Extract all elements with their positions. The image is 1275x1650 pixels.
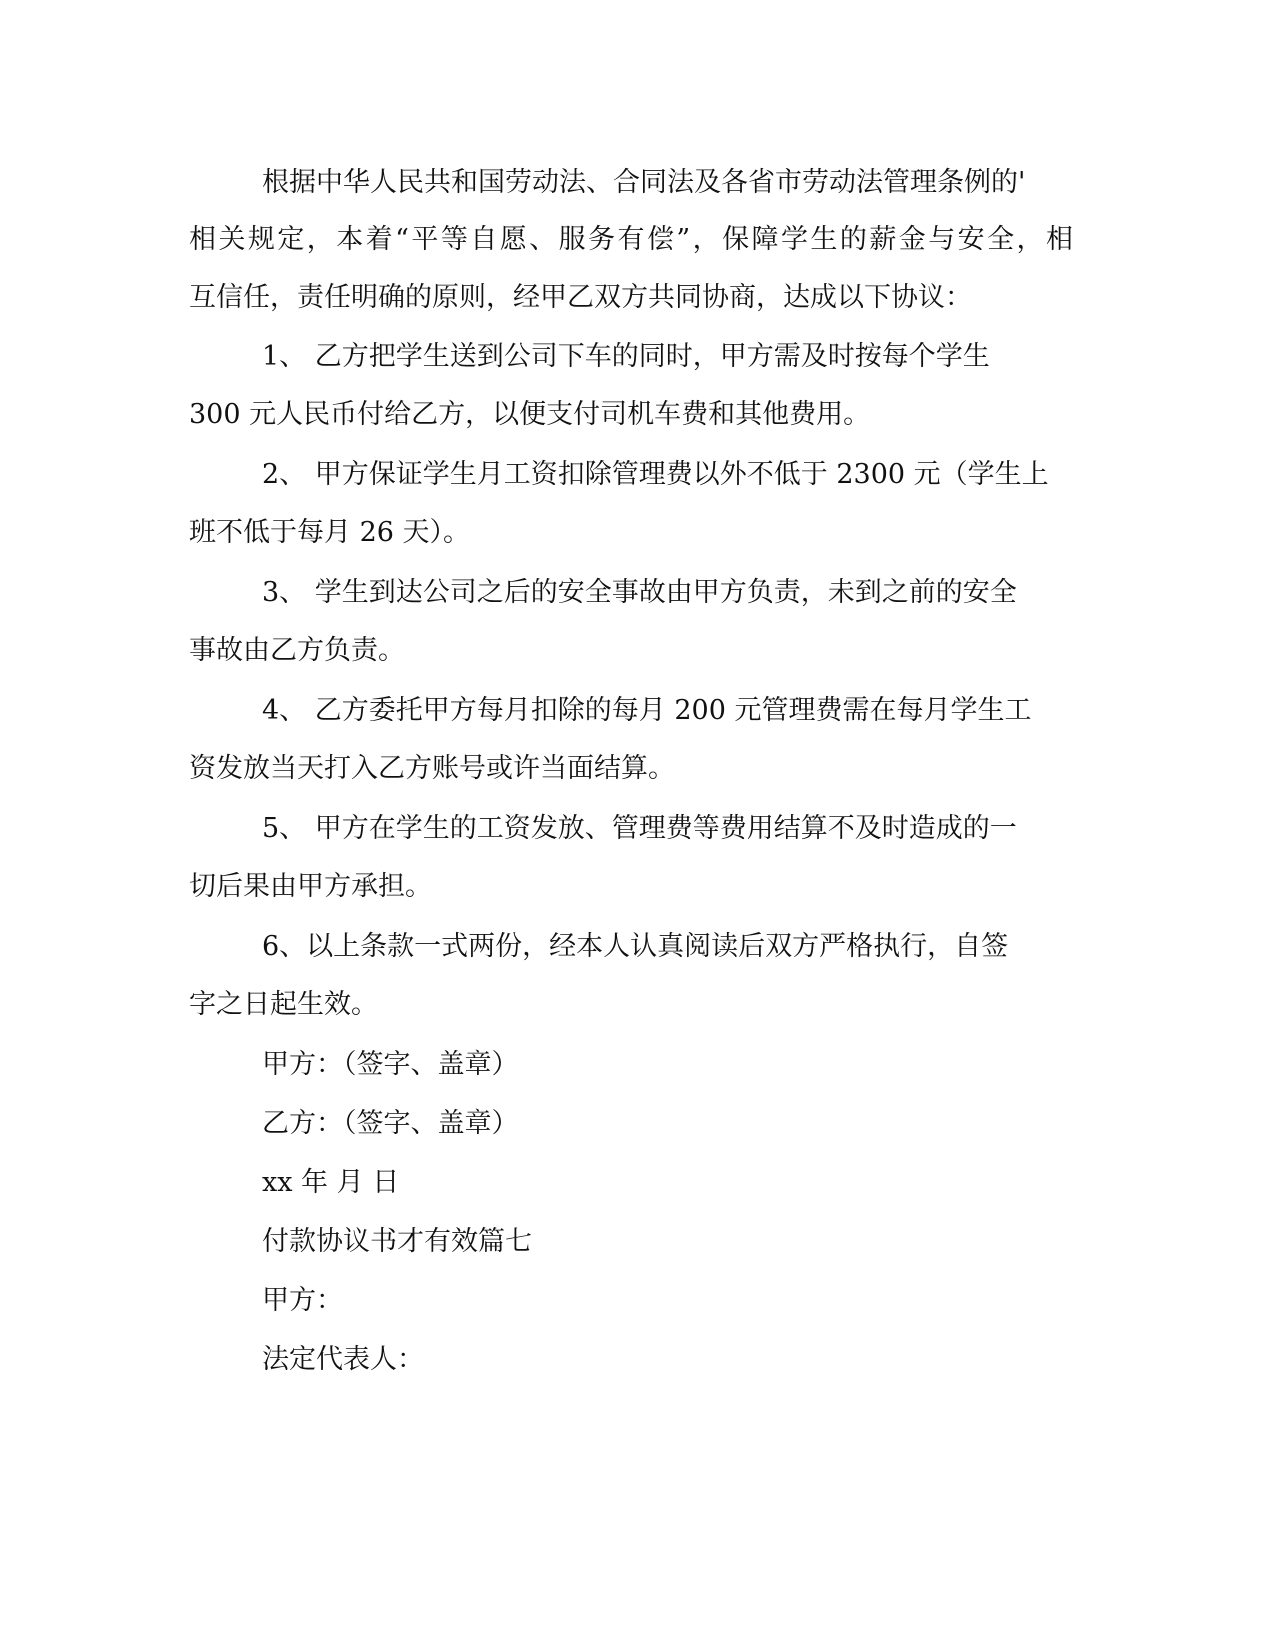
clause-4-line-2: 资发放当天打入乙方账号或许当面结算。 bbox=[189, 753, 675, 784]
party-a-signature: 甲方：（签字、盖章） bbox=[262, 1049, 519, 1080]
clause-5-line-2: 切后果由甲方承担。 bbox=[189, 871, 432, 902]
clause-1-line-1: 1、 乙方把学生送到公司下车的同时，甲方需及时按每个学生 bbox=[262, 341, 990, 372]
intro-line-1: 根据中华人民共和国劳动法、合同法及各省市劳动法管理条例的' bbox=[262, 167, 1026, 198]
intro-line-3: 互信任，责任明确的原则，经甲乙双方共同协商，达成以下协议： bbox=[189, 282, 972, 313]
clause-2-line-2: 班不低于每月 26 天）。 bbox=[189, 517, 471, 548]
clause-3-line-2: 事故由乙方负责。 bbox=[189, 635, 405, 666]
clause-6-line-1: 6、以上条款一式两份，经本人认真阅读后双方严格执行，自签 bbox=[262, 931, 1009, 962]
clause-4-line-1: 4、 乙方委托甲方每月扣除的每月 200 元管理费需在每月学生工 bbox=[262, 695, 1032, 726]
next-section-legal-rep: 法定代表人： bbox=[262, 1344, 424, 1375]
intro-line-2: 相关规定，本着“平等自愿、服务有偿”，保障学生的薪金与安全，相 bbox=[189, 224, 1073, 255]
next-section-title: 付款协议书才有效篇七 bbox=[262, 1226, 532, 1257]
clause-1-line-2: 300 元人民币付给乙方，以便支付司机车费和其他费用。 bbox=[189, 399, 871, 430]
clause-3-line-1: 3、 学生到达公司之后的安全事故由甲方负责，未到之前的安全 bbox=[262, 577, 1017, 608]
party-b-signature: 乙方：（签字、盖章） bbox=[262, 1108, 519, 1139]
next-section-party-a: 甲方： bbox=[262, 1285, 343, 1316]
clause-5-line-1: 5、 甲方在学生的工资发放、管理费等费用结算不及时造成的一 bbox=[262, 813, 1017, 844]
clause-2-line-1: 2、 甲方保证学生月工资扣除管理费以外不低于 2300 元（学生上 bbox=[262, 459, 1049, 490]
signature-date: xx 年 月 日 bbox=[262, 1167, 400, 1198]
clause-6-line-2: 字之日起生效。 bbox=[189, 989, 378, 1020]
